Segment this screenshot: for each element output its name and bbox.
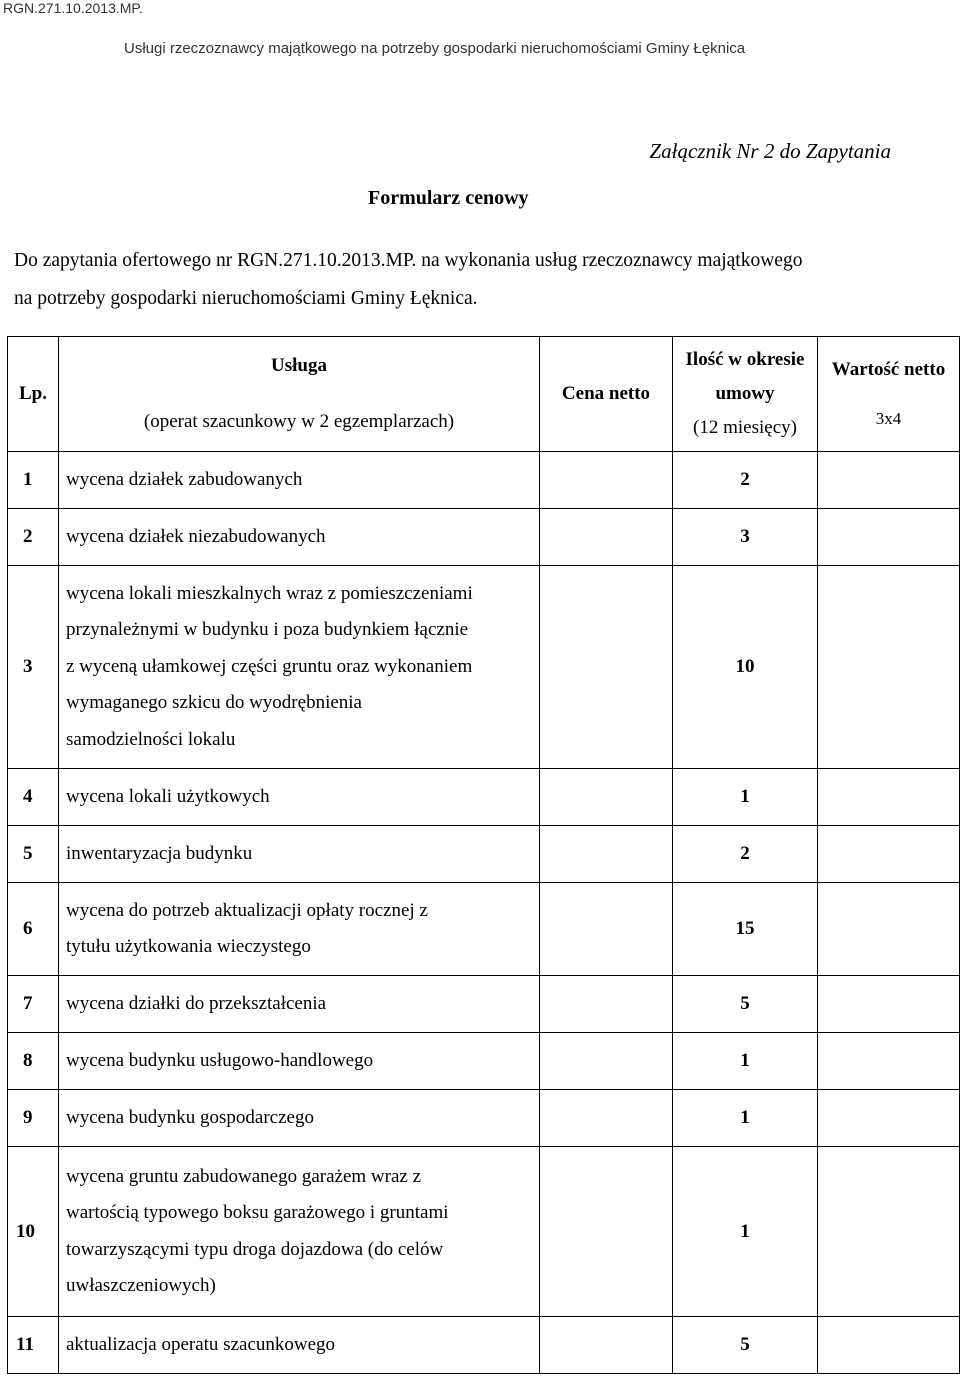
row-price-cell[interactable] [540,883,673,976]
row-description-line: aktualizacja operatu szacunkowego [66,1333,336,1355]
header-qty [673,337,818,452]
row-description-line: wycena działek zabudowanych [66,468,303,490]
row-value-cell[interactable] [818,976,960,1033]
row-lp: 4 [8,769,59,826]
row-lp: 10 [8,1147,59,1317]
row-description-line: towarzyszącymi typu droga dojazdowa (do celów [66,1238,444,1260]
table-row [8,769,960,826]
row-value-cell[interactable] [818,826,960,883]
table-row [8,976,960,1033]
row-description-line: wartością typowego boksu garażowego i gruntami [66,1202,449,1223]
price-table [7,336,960,1374]
row-price-cell[interactable] [540,452,673,509]
row-quantity: 3 [673,509,818,566]
row-description-line: wycena lokali użytkowych [66,785,270,807]
row-lp: 7 [8,976,59,1033]
header-value-title: Wartość netto [831,359,946,380]
row-quantity: 2 [673,826,818,883]
row-value-cell[interactable] [818,1317,960,1374]
intro-line-1: Do zapytania ofertowego nr RGN.271.10.2013.MP. na wykonania usług rzeczoznawcy majątkowego [14,250,803,271]
header-price: Cena netto [540,337,673,452]
row-quantity: 1 [673,1147,818,1317]
row-quantity: 1 [673,769,818,826]
table-row [8,1090,960,1147]
row-description [59,1033,540,1090]
row-description-line: wycena budynku gospodarczego [66,1106,314,1128]
header-value-formula: 3x4 [875,409,902,428]
row-description [59,826,540,883]
header-service-sub: (operat szacunkowy w 2 egzemplarzach) [143,411,455,432]
row-value-cell[interactable] [818,509,960,566]
intro-paragraph [14,242,934,318]
row-description [59,769,540,826]
header-subject: Usługi rzeczoznawcy majątkowego na potrzeby gospodarki nieruchomościami Gminy Łęknica [124,40,746,57]
row-description [59,452,540,509]
row-value-cell[interactable] [818,1033,960,1090]
row-price-cell[interactable] [540,1147,673,1317]
row-quantity: 2 [673,452,818,509]
row-value-cell[interactable] [818,452,960,509]
row-lp: 9 [8,1090,59,1147]
row-quantity: 1 [673,1033,818,1090]
row-quantity: 5 [673,976,818,1033]
table-row [8,509,960,566]
row-description-line: wycena budynku usługowo-handlowego [66,1049,374,1071]
row-price-cell[interactable] [540,1033,673,1090]
row-quantity: 1 [673,1090,818,1147]
row-price-cell[interactable] [540,826,673,883]
form-title: Formularz cenowy [368,187,529,209]
row-description-line: wycena lokali mieszkalnych wraz z pomieszczeniami [66,582,473,604]
row-description [59,976,540,1033]
row-description [59,883,540,976]
row-price-cell[interactable] [540,976,673,1033]
row-quantity: 15 [673,883,818,976]
header-service [59,337,540,452]
header-ref-code: RGN.271.10.2013.MP. [3,0,143,16]
row-description [59,1317,540,1374]
row-lp: 3 [8,566,59,769]
table-row [8,1317,960,1374]
row-description [59,509,540,566]
table-row [8,883,960,976]
header-lp: Lp. [8,337,59,452]
row-value-cell[interactable] [818,883,960,976]
row-value-cell[interactable] [818,566,960,769]
header-qty-line1: Ilość w okresie [685,349,805,370]
header-service-title: Usługa [271,355,327,376]
row-value-cell[interactable] [818,1090,960,1147]
row-description-line: z wyceną ułamkowej części gruntu oraz wykonaniem [66,655,473,677]
intro-line-2: na potrzeby gospodarki nieruchomościami Gminy Łęknica. [14,288,478,309]
table-body [8,452,960,1374]
row-lp: 1 [8,452,59,509]
row-value-cell[interactable] [818,769,960,826]
row-price-cell[interactable] [540,566,673,769]
table-row [8,452,960,509]
row-description [59,1147,540,1317]
header-qty-line2: umowy [715,383,775,404]
row-description-line: wycena działek niezabudowanych [66,525,326,547]
row-lp: 2 [8,509,59,566]
header-qty-line3: (12 miesięcy) [693,417,797,438]
row-price-cell[interactable] [540,509,673,566]
row-value-cell[interactable] [818,1147,960,1317]
row-description-line: przynależnymi w budynku i poza budynkiem łącznie [66,619,469,641]
row-price-cell[interactable] [540,1317,673,1374]
row-price-cell[interactable] [540,1090,673,1147]
table-row [8,566,960,769]
table-row [8,1033,960,1090]
header-value [818,337,960,452]
row-description-line: wycena gruntu zabudowanego garażem wraz z [66,1165,422,1187]
row-lp: 8 [8,1033,59,1090]
row-description-line: tytułu użytkowania wieczystego [66,936,311,957]
row-description-line: inwentaryzacja budynku [66,842,253,864]
row-lp: 11 [8,1317,59,1374]
row-description-line: wycena do potrzeb aktualizacji opłaty rocznej z [66,899,428,921]
table-header-row [8,337,960,452]
row-description-line: samodzielności lokalu [66,728,236,750]
table-row [8,1147,960,1317]
annex-label: Załącznik Nr 2 do Zapytania [649,139,891,163]
row-price-cell[interactable] [540,769,673,826]
row-quantity: 10 [673,566,818,769]
row-description-line: wymaganego szkicu do wyodrębnienia [66,692,362,714]
row-description-line: wycena działki do przekształcenia [66,992,327,1014]
row-lp: 5 [8,826,59,883]
row-lp: 6 [8,883,59,976]
row-description [59,566,540,769]
row-description [59,1090,540,1147]
table-row [8,826,960,883]
row-quantity: 5 [673,1317,818,1374]
row-description-line: uwłaszczeniowych) [66,1275,216,1296]
